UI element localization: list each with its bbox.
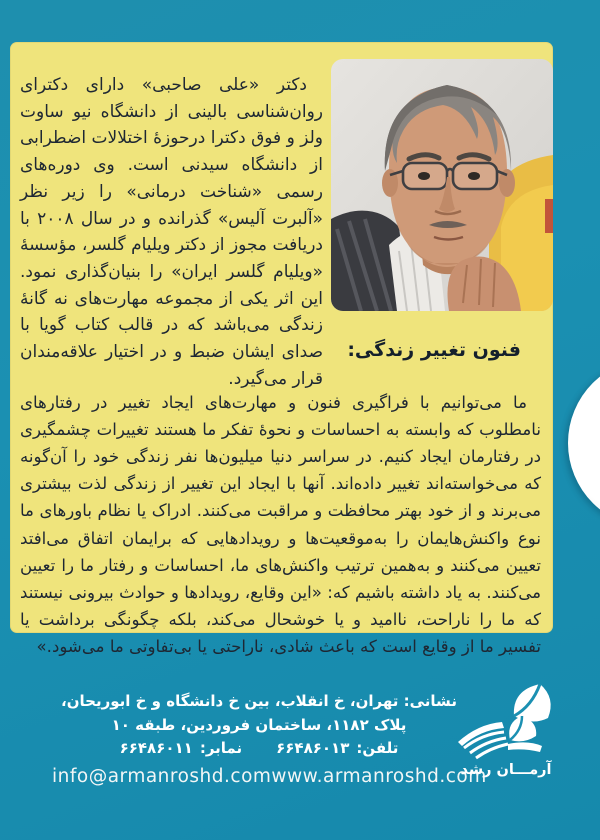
publisher-name: آرمـــان رشد (460, 762, 552, 778)
publisher-contact-block (34, 690, 484, 761)
book-leaf-logo-icon (452, 682, 560, 760)
phone-label: تلفن: (356, 739, 399, 757)
author-bio-text: دکتر «علی صاحبی» دارای دکترای روان‌شناسی بالینی از دانشگاه نیو ساوت ولز و فوق دکترا درحوزهٔ اختلالات اضطرابی از دانشگاه سیدنی است. وی دوره‌های رسمی «شناخت درمانی» را زیر نظر «آلبرت آلیس» گذرانده و در سال ۲۰۰۸ با دریافت مجوز از دکتر ویلیام گلسر، مؤسسهٔ «ویلیام گلسر ایران» را بنیان‌گذاری نمود. این اثر یکی از مجموعه مهارت‌های نه گانهٔ زندگی می‌باشد که در قالب کتاب گویا با صدای ایشان ضبط و در اختیار علاقه‌مندان قرار می‌گیرد. (20, 75, 323, 389)
phone-fax-row (34, 737, 484, 761)
author-portrait-photo (331, 59, 553, 311)
email-text: info@armanroshd.com (52, 766, 272, 787)
author-portrait-illustration (331, 59, 553, 311)
phone-pair (276, 737, 398, 761)
section-heading: فنون تغییر زندگی: (347, 339, 521, 361)
cd-disc-edge (568, 358, 600, 528)
fax-pair (120, 737, 243, 761)
book-description-text: ما می‌توانیم با فراگیری فنون و مهارت‌های ایجاد تغییر در رفتارهای نامطلوب که وابسته به احساسات و نحوهٔ تفکر ما هستند تغییرات چشمگیری در رفتارمان ایجاد کنیم. در سراسر دنیا میلیون‌ها نفر زندگی خود را آن‌گونه که می‌خواسته‌اند تغییر داده‌اند. آنها با ایجاد این تغییر از زندگی لذت بیشتری می‌برند و از خود بهتر محافظت و مراقبت می‌کنند. ادراک یا نظام باورهای ما نوع واکنش‌هایمان را به‌موقعیت‌ها و رویدادهایی که برایمان اتفاق می‌افتد تعیین می‌کنند و به‌همین ترتیب واکنش‌های ما، احساسات و رفتار ما را تعیین می‌کنند. به یاد داشته باشیم که: «این وقایع، رویدادها و حوادث بیرونی نیستند که ما را ناراحت، ناامید و یا خوشحال می‌کند، بلکه چگونگی برداشت یا تفسیر ما از وقایع است که باعث شادی، ناراحتی یا بی‌تفاوتی ما می‌شود.» (20, 392, 541, 657)
address-line-1: نشانی: تهران، خ انقلاب، بین خ دانشگاه و خ ابوریحان، (61, 692, 457, 710)
address-line-2: پلاک ۱۱۸۲، ساختمان فروردین، طبقه ۱۰ (111, 715, 407, 734)
website-text: www.armanroshd.com (271, 766, 487, 787)
phone-number: ۶۶۴۸۶۰۱۳ (276, 739, 350, 757)
web-contact-row (30, 766, 487, 787)
fax-label: نمابر: (199, 739, 243, 757)
publisher-logo (436, 682, 576, 794)
author-info-card (10, 42, 553, 657)
fax-number: ۶۶۴۸۶۰۱۱ (119, 739, 193, 757)
